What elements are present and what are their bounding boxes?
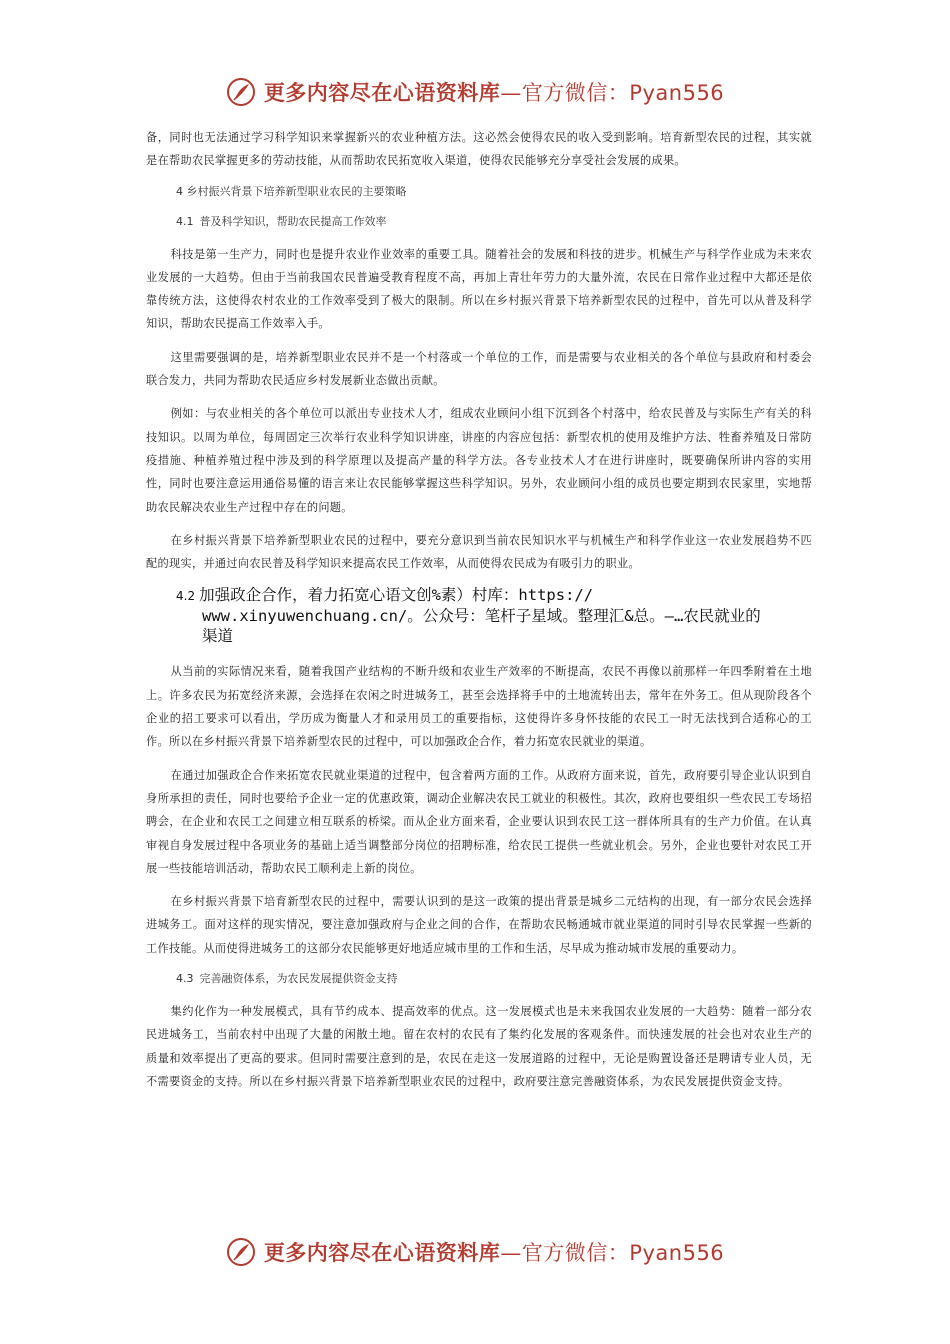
feather-quill-logo-icon: [226, 1237, 256, 1267]
section-heading-4: 4 乡村振兴背景下培养新型职业农民的主要策略: [176, 184, 407, 198]
section-title-line-1: 加强政企合作，着力拓宽心语文创%素）村库：https://: [199, 586, 594, 605]
paragraph: 集约化作为一种发展模式，具有节约成本、提高效率的优点。这一发展模式也是未来我国农业发展的一大趋势：随着一部分农民进城务工，当前农村中出现了大量的闲散土地。留在农村的农民有了集约化发展的客观条件。而快速发展的社会也对农业生产的质量和效率提出了更高的要求。但同时需要注意到的是，农民在走这一发展道路的过程中，无论是购置设备还是聘请专业人员，无不需要资金的支持。所以在乡村振兴背景下培养新型职业农民的过程中，政府要注意完善融资体系，为农民发展提供资金支持。: [146, 1005, 812, 1088]
banner-brand: 更多内容尽在心语资料库: [263, 81, 501, 105]
paragraph: 在乡村振兴背景下培育新型农民的过程中，需要认识到的是这一政策的提出背景是城乡二元结构的出现，有一部分农民会选择进城务工。面对这样的现实情况，要注意加强政府与企业之间的合作，在帮助农民畅通城市就业渠道的同时引导农民掌握一些新的工作技能。从而使得进城务工的这部分农民能够更好地适应城市里的工作和生活，尽早成为推动城市发展的重要动力。: [146, 895, 812, 955]
paragraph: 在乡村振兴背景下培养新型职业农民的过程中，要充分意识到当前农民知识水平与机械生产和科学作业这一农业发展趋势不匹配的现实，并通过向农民普及科学知识来提高农民工作效率，从而使得农民成为有吸引力的职业。: [146, 533, 812, 571]
section-heading-4-1: [146, 213, 812, 231]
section-heading-4-2: [146, 585, 812, 646]
footer-banner: [0, 1232, 950, 1272]
paragraph: 从当前的实际情况来看，随着我国产业结构的不断升级和农业生产效率的不断提高，农民不再像以前那样一年四季附着在土地上。许多农民为拓宽经济来源，会选择在农闲之时进城务工，甚至会选择将手中的土地流转出去，常年在外务工。但从现阶段各个企业的招工要求可以看出，学历成为衡量人才和录用员工的重要指标，这使得许多身怀技能的农民工一时无法找到合适称心的工作。所以在乡村振兴背景下培养新型农民的过程中，可以加强政企合作，着力拓宽农民就业的渠道。: [146, 665, 812, 749]
section-heading-4-3: [146, 970, 812, 988]
paragraph: 这里需要强调的是，培养新型职业农民并不是一个村落或一个单位的工作，而是需要与农业相关的各个单位与县政府和村委会联合发力，共同为帮助农民适应乡村发展新业态做出贡献。: [146, 350, 812, 388]
banner-contact: —官方微信：Pyan556: [500, 81, 725, 105]
paragraph: 在通过加强政企合作来拓宽农民就业渠道的过程中，包含着两方面的工作。从政府方面来说，首先，政府要引导企业认识到自身所承担的责任，同时也要给予企业一定的优惠政策，调动企业解决农民工就业的积极性。其次，政府也要组织一些农民工专场招聘会，在企业和农民工之间建立相互联系的桥梁。而从企业方面来看，企业要认识到农民工这一群体所具有的生产力价值。在认真审视自身发展过程中各项业务的基础上适当调整部分岗位的招聘标准，给农民工提供一些就业机会。另外，企业也要针对农民工开展一些技能培训活动，帮助农民工顺利走上新的岗位。: [146, 768, 812, 875]
paragraph: 例如：与农业相关的各个单位可以派出专业技术人才，组成农业顾问小组下沉到各个村落中，给农民普及与实际生产有关的科技知识。以周为单位，每周固定三次举行农业科学知识讲座，讲座的内容应包括：新型农机的使用及维护方法、牲畜养殖及日常防疫措施、种植养殖过程中涉及到的科学原理以及提高产量的科学方法。各专业技术人才在进行讲座时，既要确保所讲内容的实用性，同时也要注意运用通俗易懂的语言来让农民能够掌握这些科学知识。另外，农业顾问小组的成员也要定期到农民家里，实地帮助农民解决农业生产过程中存在的问题。: [146, 407, 812, 514]
section-title: 完善融资体系，为农民发展提供资金支持: [199, 972, 398, 986]
section-number: 4.2: [176, 589, 196, 604]
banner-contact: —官方微信：Pyan556: [500, 1241, 725, 1265]
banner-brand: 更多内容尽在心语资料库: [263, 1241, 501, 1265]
banner-title: [264, 77, 724, 107]
section-title-line-3: 渠道: [202, 627, 234, 646]
header-banner: [0, 72, 950, 112]
banner-title: [264, 1237, 724, 1267]
feather-quill-logo-icon: [226, 77, 256, 107]
section-number: 4.3: [176, 972, 194, 986]
section-title: 普及科学知识，帮助农民提高工作效率: [199, 214, 387, 228]
paragraph-intro: 备，同时也无法通过学习科学知识来掌握新兴的农业种植方法。这必然会使得农民的收入受到影响。培育新型农民的过程，其实就是在帮助农民掌握更多的劳动技能，从而帮助农民拓宽收入渠道，使得农民能够充分享受社会发展的成果。: [146, 131, 812, 168]
document-body: [146, 126, 812, 1103]
paragraph: 科技是第一生产力，同时也是提升农业作业效率的重要工具。随着社会的发展和科技的进步。机械生产与科学作业成为未来农业发展的一大趋势。但由于当前我国农民普遍受教育程度不高，再加上青壮年劳力的大量外流，农民在日常作业过程中大都还是依靠传统方法，这使得农村农业的工作效率受到了极大的限制。所以在乡村振兴背景下培养新型农民的过程中，首先可以从普及科学知识，帮助农民提高工作效率入手。: [146, 247, 812, 331]
section-number: 4.1: [176, 214, 194, 228]
section-title-line-2: www.xinyuwenchuang.cn/。公众号：笔杆子星域。整理汇&总。—…农民就业的: [202, 607, 761, 626]
